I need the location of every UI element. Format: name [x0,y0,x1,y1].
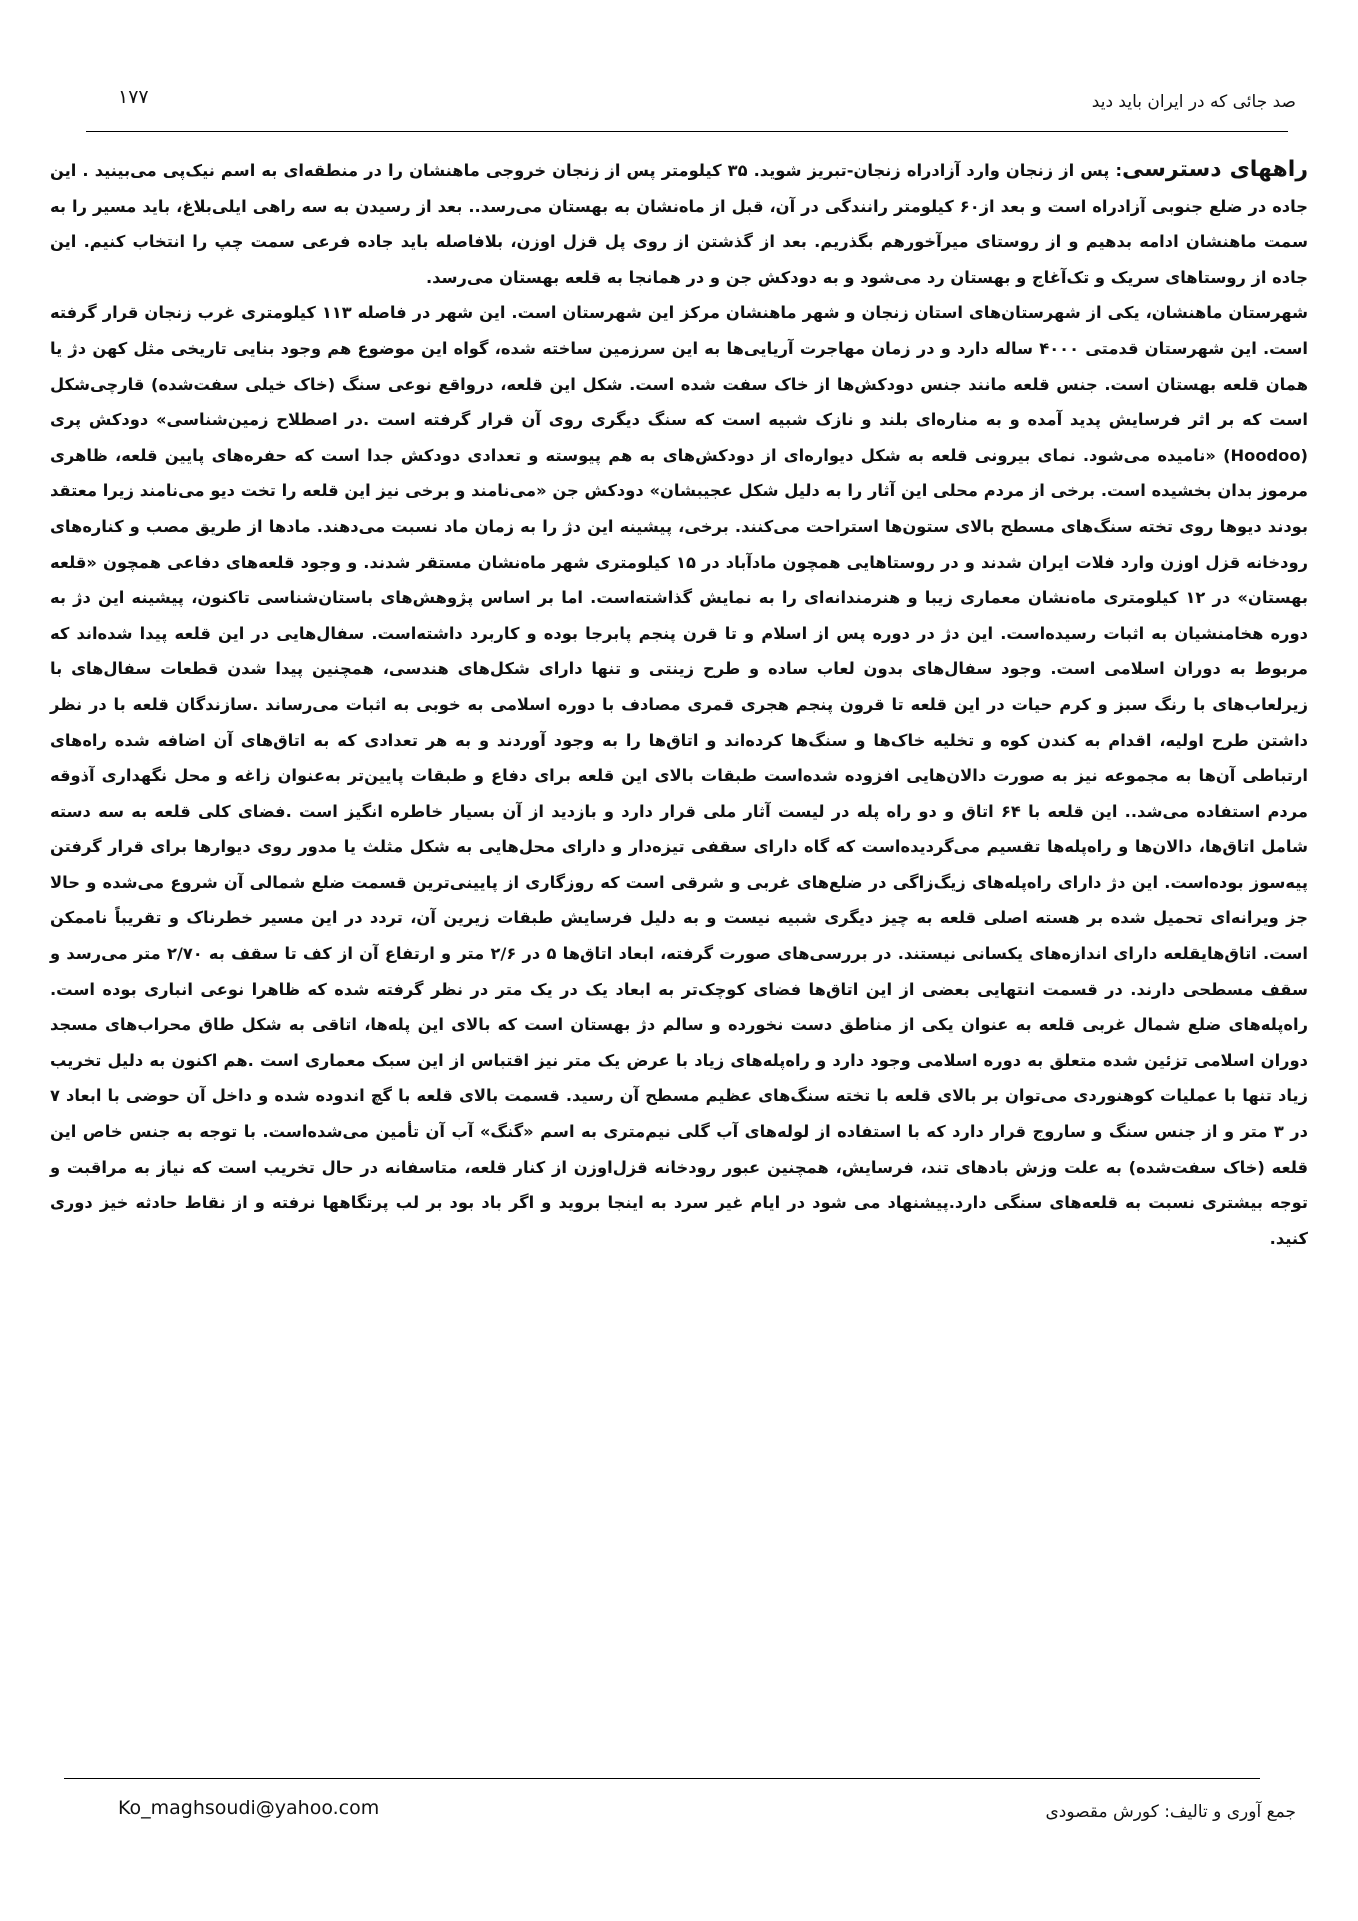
page-number: ۱۷۷ [118,86,149,108]
access-text: : پس از زنجان وارد آزادراه زنجان-تبریز شوید. ۳۵ کیلومتر پس از زنجان خروجی ماهنشان را در منطقه‌ای به اسم نیک‌پی می‌بینید . این جاده در ضلع جنوبی آزادراه است و بعد از۶۰ کیلومتر رانندگی در آن، قبل از ماه‌نشان به بهستان می‌رسد.. بعد از رسیدن به سه راهی ایلی‌بلاغ، باید مسیر را به سمت ماهنشان ادامه بدهیم و از روستای میرآخورهم بگذریم. بعد از گذشتن از روی پل قزل اوزن، بلافاصله باید جاده فرعی سمت چپ را انتخاب کنیم. این جاده از روستاهای سریک و تک‌آغاج و بهستان رد می‌شود و به دودکش جن و در همانجا به قلعه بهستان می‌رسد. [50,161,1309,287]
footer-email: Ko_maghsoudi@yahoo.com [118,1797,380,1819]
running-title: صد جائی که در ایران باید دید [1091,92,1296,112]
footer-divider [64,1778,1260,1779]
access-paragraph [50,152,1308,295]
access-heading: راههای دسترسی [1122,157,1308,182]
body-text [50,152,1308,1256]
main-paragraph: شهرستان ماهنشان، یکی از شهرستان‌های استان زنجان و شهر ماهنشان مرکز این شهرستان است. این شهر در فاصله ۱۱۳ کیلومتری غرب زنجان قرار گرفته است. این شهرستان قدمتی ۴۰۰۰ ساله دارد و در زمان مهاجرت آریایی‌ها به این سرزمین ساخته شده، گواه این موضوع هم وجود بنایی تاریخی مثل کهن دژ یا همان قلعه بهستان است. جنس قلعه مانند جنس دودکش‌ها از خاک سفت شده است. شکل این قلعه، درواقع نوعی سنگ (خاک خیلی سفت‌شده) قارچی‌شکل است که بر اثر فرسایش پدید آمده و به مناره‌ای بلند و نازک شبیه است که سنگ دیگری روی آن قرار گرفته است .در اصطلاح زمین‌شناسی» دودکش پری (Hoodoo) «نامیده می‌شود. نمای بیرونی قلعه به شکل دیواره‌ای از دودکش‌های به هم پیوسته و تعدادی دودکش جدا است که حفره‌های پایین قلعه، ظاهری مرموز بدان بخشیده است. برخی از مردم محلی این آثار را به دلیل شکل عجیبشان» دودکش جن «می‌نامند و برخی نیز این قلعه را تخت دیو می‌نامند زیرا معتقد بودند دیوها روی تخته سنگ‌های مسطح بالای ستون‌ها استراحت می‌کنند. برخی، پیشینه این دژ را به زمان ماد نسبت می‌دهند. مادها از طریق مصب و کناره‌های رودخانه قزل اوزن وارد فلات ایران شدند و در روستاهایی همچون مادآباد در ۱۵ کیلومتری شهر ماه‌نشان مستقر شدند. و وجود قلعه‌های دفاعی همچون «قلعه بهستان» در ۱۲ کیلومتری ماه‌نشان معماری زیبا و هنرمندانه‌ای را به نمایش گذاشته‌است. اما بر اساس پژوهش‌های باستان‌شناسی تاکنون، پیشینه این دژ به دوره هخامنشیان به اثبات رسیده‌است. این دژ در دوره پس از اسلام و تا قرن پنجم پابرجا بوده و کاربرد داشته‌است. سفال‌هایی در این قلعه پیدا شده‌اند که مربوط به دوران اسلامی است. وجود سفال‌های بدون لعاب ساده و طرح زینتی و تنها دارای شکل‌های هندسی، همچنین پیدا شدن قطعات سفال‌های با زیرلعاب‌های با رنگ سبز و کرم حیات در این قلعه تا قرون پنجم هجری قمری مصادف با دوره اسلامی به خوبی به اثبات می‌رساند .سازندگان قلعه با در نظر داشتن طرح اولیه، اقدام به کندن کوه و تخلیه خاک‌ها و سنگ‌ها کرده‌اند و اتاق‌ها را به وجود آوردند و به هر تعدادی که به اتاق‌های آن اضافه شده راه‌های ارتباطی آن‌ها به مجموعه نیز به صورت دالان‌هایی افزوده شده‌است طبقات بالای این قلعه برای دفاع و طبقات پایین‌تر به‌عنوان زاغه و محل نگهداری آذوقه مردم استفاده می‌شد.. این قلعه با ۶۴ اتاق و دو راه پله در لیست آثار ملی قرار دارد و بازدید از آن بسیار خاطره انگیز است .فضای کلی قلعه به سه دسته شامل اتاق‌ها، دالان‌ها و راه‌پله‌ها تقسیم می‌گردیده‌است که گاه دارای سقفی تیزه‌دار و دارای محل‌هایی به شکل مثلث یا مدور روی دیوارها برای قرار گرفتن پیه‌سوز بوده‌است. این دژ دارای راه‌پله‌های زیگ‌زاگی در ضلع‌های غربی و شرقی است که روزگاری از پایینی‌ترین قسمت ضلع شمالی آن شروع می‌شده و حالا جز ویرانه‌ای تحمیل شده بر هسته اصلی قلعه به چیز دیگری شبیه نیست و به دلیل فرسایش طبقات زیرین آن، تردد در این مسیر خطرناک و تقریباً ناممکن است. اتاق‌هایقلعه دارای اندازه‌های یکسانی نیستند. در بررسی‌های صورت گرفته، ابعاد اتاق‌ها ۵ در ۲/۶ متر و ارتفاع آن از کف تا سقف به ۲/۷۰ متر می‌رسد و سقف مسطحی دارند. در قسمت انتهایی بعضی از این اتاق‌ها فضای کوچک‌تر به ابعاد یک در یک متر در نظر گرفته شده که ظاهرا نوعی انباری بوده است. راه‌پله‌های ضلع شمال غربی قلعه به عنوان یکی از مناطق دست نخورده و سالم دژ بهستان است که بالای این پله‌ها، اتاقی به شکل طاق محراب‌های مسجد دوران اسلامی تزئین شده متعلق به دوره اسلامی وجود دارد و راه‌پله‌های زیاد با عرض یک متر نیز اقتباس از این سبک معماری است .هم اکنون به دلیل تخریب زیاد تنها با عملیات کوهنوردی می‌توان بر بالای قلعه با تخته سنگ‌های عظیم مسطح آن رسید. قسمت بالای قلعه با گچ اندوده شده و داخل آن حوضی با ابعاد ۷ در ۳ متر و از جنس سنگ و ساروج قرار دارد که با استفاده از لوله‌های آب گلی نیم‌متری به اسم «گنگ» آب آن تأمین می‌شده‌است. با توجه به جنس خاص این قلعه (خاک سفت‌شده) به علت وزش بادهای تند، فرسایش، همچنین عبور رودخانه قزل‌اوزن از کنار قلعه، متاسفانه در حال تخریب است که نیاز به مراقبت و توجه بیشتری نسبت به قلعه‌های سنگی دارد.پیشنهاد می شود در ایام غیر سرد به اینجا بروید و اگر باد بود بر لب پرتگاهها نرفته و از نقاط حادثه خیز دوری کنید. [50,303,1309,1248]
header-divider [86,131,1288,132]
footer-author: جمع آوری و تالیف: کورش مقصودی [1045,1802,1296,1822]
